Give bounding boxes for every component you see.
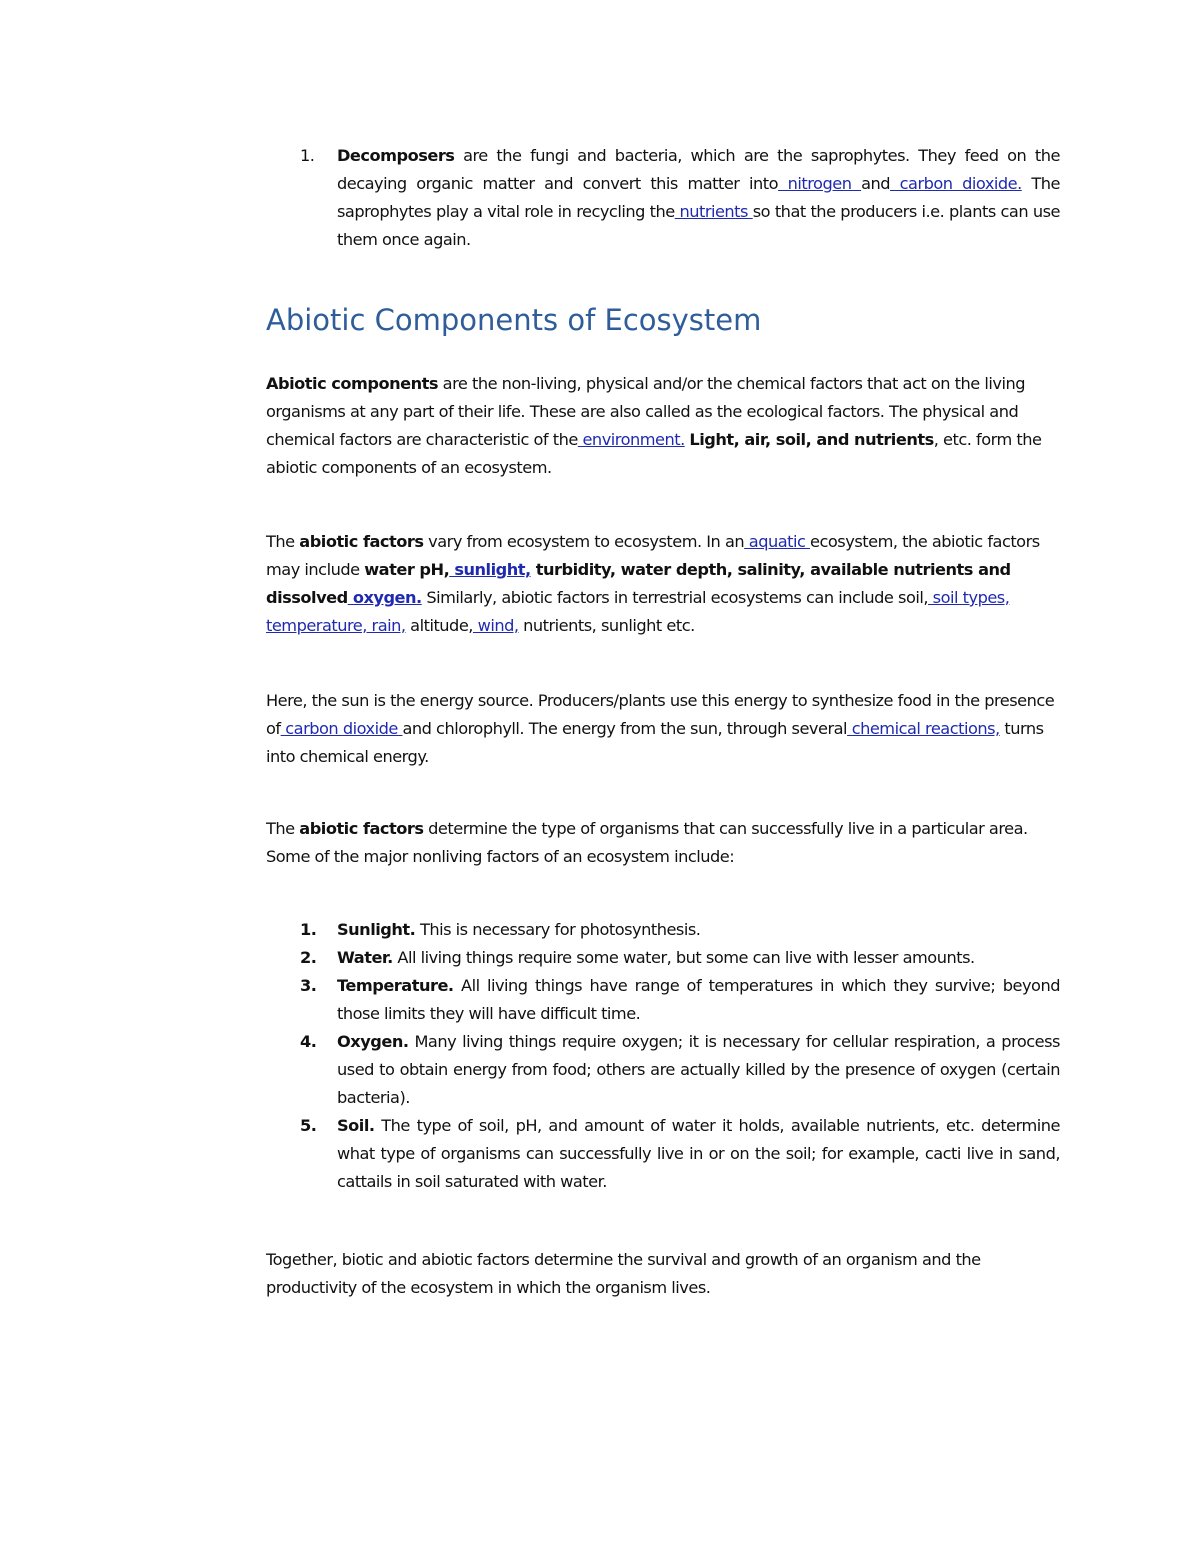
list-item bbox=[266, 1028, 1060, 1112]
body-text: vary from ecosystem to ecosystem. In an bbox=[423, 532, 745, 551]
decomposers-list bbox=[266, 142, 1060, 254]
list-number: 1. bbox=[300, 920, 317, 939]
link-nutrients[interactable]: nutrients bbox=[674, 202, 753, 221]
list-item bbox=[266, 972, 1060, 1028]
list-text: so that the producers i.e. plants can use them once again. bbox=[337, 202, 1061, 249]
abiotic-factors-list bbox=[266, 916, 1060, 1196]
list-item bbox=[266, 1112, 1060, 1196]
body-text: are the non-living, physical and/or the chemical factors that act on the living organisms at any part of their life. These are also called as the ecological factors. The physical and chemical factors are characteristic of the bbox=[266, 374, 1025, 449]
body-text: and chlorophyll. The energy from the sun, through several bbox=[402, 719, 848, 738]
list-text: and bbox=[861, 174, 891, 193]
list-number: 1. bbox=[300, 146, 315, 165]
list-text: All living things require some water, but some can live with lesser amounts. bbox=[392, 948, 975, 967]
link-chemical-reactions[interactable]: chemical reactions, bbox=[847, 719, 1000, 738]
body-text: The bbox=[266, 819, 300, 838]
list-item bbox=[266, 944, 1060, 972]
paragraph-abiotic-components bbox=[266, 370, 1066, 482]
bold-text: water pH, bbox=[364, 560, 450, 579]
body-text: determine the type of organisms that can successfully live in a particular area. Some of the major nonliving factors of an ecosystem include: bbox=[266, 819, 1028, 866]
list-number: 5. bbox=[300, 1116, 317, 1135]
body-text: Here, the sun is the energy source. Producers/plants use this energy to synthesize food in the presence of bbox=[266, 691, 1055, 738]
body-text: The bbox=[266, 532, 300, 551]
link-nitrogen[interactable]: nitrogen bbox=[778, 174, 862, 193]
section-heading: Abiotic Components of Ecosystem bbox=[266, 303, 762, 337]
list-text: The type of soil, pH, and amount of water it holds, available nutrients, etc. determine what type of organisms can successfully live in or on the soil; for example, cacti live in sand, cattails in soil saturated with water. bbox=[337, 1116, 1060, 1191]
link-environment[interactable]: environment. bbox=[577, 430, 685, 449]
body-text: nutrients, sunlight etc. bbox=[518, 616, 695, 635]
list-text: Many living things require oxygen; it is necessary for cellular respiration, a process used to obtain energy from food; others are actually killed by the presence of oxygen (certain bacteria). bbox=[337, 1032, 1060, 1107]
body-text: Similarly, abiotic factors in terrestrial ecosystems can include soil, bbox=[421, 588, 929, 607]
bold-text: turbidity, water depth, salinity, available nutrients and dissolved bbox=[266, 560, 1011, 607]
link-wind[interactable]: wind, bbox=[472, 616, 519, 635]
term-soil: Soil. bbox=[337, 1116, 375, 1135]
term-decomposers: Decomposers bbox=[337, 146, 455, 165]
body-text: altitude, bbox=[405, 616, 473, 635]
paragraph-conclusion: Together, biotic and abiotic factors determine the survival and growth of an organism and the productivity of the ecosystem in which the organism lives. bbox=[266, 1250, 981, 1297]
list-number: 2. bbox=[300, 948, 317, 967]
term-water: Water. bbox=[337, 948, 393, 967]
term-sunlight: Sunlight. bbox=[337, 920, 416, 939]
list-text: are the fungi and bacteria, which are the saprophytes. They feed on the decaying organic matter and convert this matter into bbox=[337, 146, 1060, 193]
body-text: , etc. form the abiotic components of an ecosystem. bbox=[266, 430, 1042, 477]
term-temperature: Temperature. bbox=[337, 976, 454, 995]
list-number: 4. bbox=[300, 1032, 317, 1051]
list-number: 3. bbox=[300, 976, 317, 995]
list-text: The saprophytes play a vital role in recycling the bbox=[337, 174, 1060, 221]
list-text: This is necessary for photosynthesis. bbox=[415, 920, 701, 939]
list-item bbox=[266, 142, 1060, 254]
bold-text: Abiotic components bbox=[266, 374, 438, 393]
paragraph-abiotic-factors bbox=[266, 528, 1066, 640]
link-carbon-dioxide[interactable]: carbon dioxide. bbox=[890, 174, 1022, 193]
bold-text: abiotic factors bbox=[299, 819, 424, 838]
bold-text: abiotic factors bbox=[299, 532, 424, 551]
list-item bbox=[266, 916, 1060, 944]
link-sunlight[interactable]: sunlight, bbox=[449, 560, 531, 579]
list-text: All living things have range of temperatures in which they survive; beyond those limits they will have difficult time. bbox=[337, 976, 1060, 1023]
link-oxygen[interactable]: oxygen. bbox=[347, 588, 422, 607]
link-soil-types[interactable]: soil types, temperature, rain, bbox=[266, 588, 1010, 635]
paragraph-determine-organisms bbox=[266, 815, 1066, 871]
body-text: turns into chemical energy. bbox=[266, 719, 1044, 766]
body-text: ecosystem, the abiotic factors may include bbox=[266, 532, 1040, 579]
term-oxygen: Oxygen. bbox=[337, 1032, 409, 1051]
link-aquatic[interactable]: aquatic bbox=[744, 532, 811, 551]
bold-text: Light, air, soil, and nutrients bbox=[689, 430, 934, 449]
paragraph-energy-source bbox=[266, 687, 1066, 771]
link-carbon-dioxide[interactable]: carbon dioxide bbox=[280, 719, 403, 738]
